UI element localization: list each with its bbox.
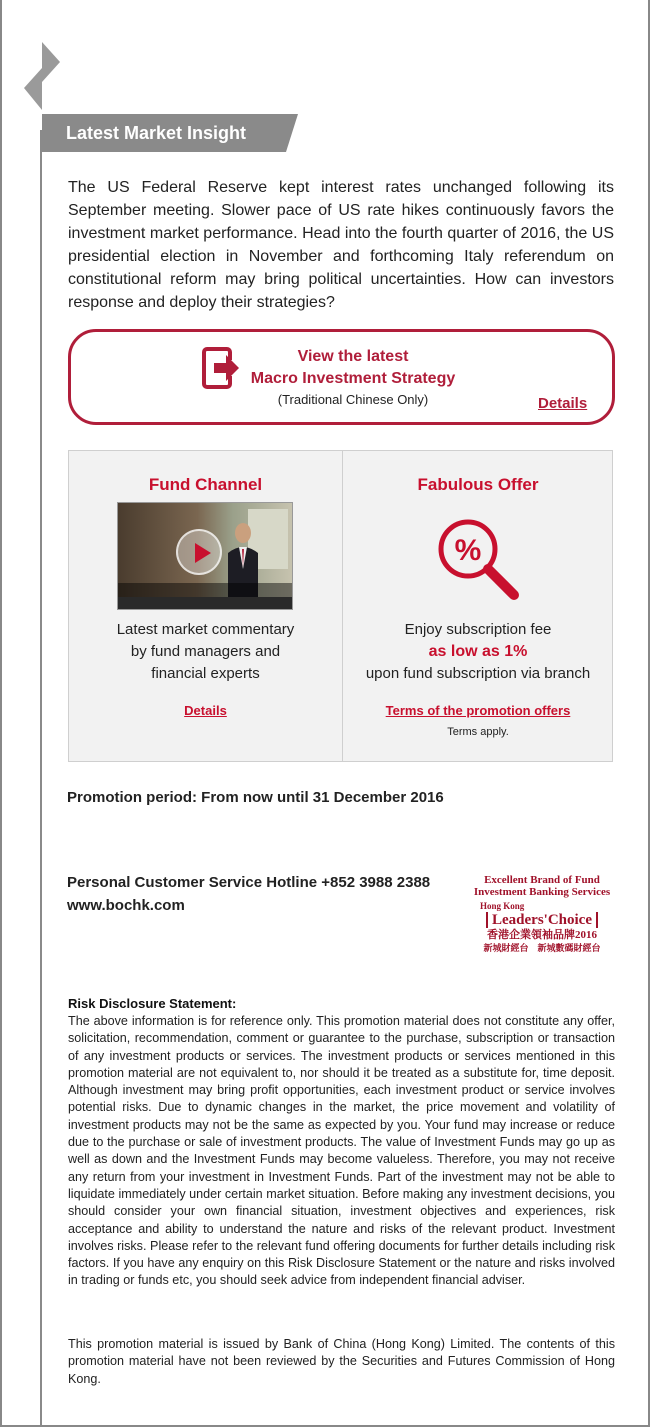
fund-video-thumbnail[interactable] <box>117 502 293 610</box>
strategy-details-link[interactable]: Details <box>538 395 588 412</box>
fund-channel-details-link[interactable]: Details <box>184 703 227 718</box>
promotion-terms-link[interactable]: Terms of the promotion offers <box>385 703 571 718</box>
offer-highlight: as low as 1% <box>428 643 528 660</box>
strategy-title <box>243 346 463 390</box>
strategy-language-note: (Traditional Chinese Only) <box>277 392 429 407</box>
risk-disclosure-title: Risk Disclosure Statement: <box>68 996 237 1011</box>
offer-line1: Enjoy subscription fee <box>404 621 552 638</box>
website-link[interactable]: www.bochk.com <box>67 897 185 914</box>
section-header-tab <box>42 114 298 152</box>
fund-channel-description <box>69 619 342 685</box>
chevron-decoration-icon <box>24 42 60 110</box>
fabulous-offer-panel <box>343 451 613 761</box>
video-caption-strip <box>118 583 293 597</box>
hotline-number[interactable]: +852 3988 2388 <box>321 874 431 891</box>
strategy-title-line2: Macro Investment Strategy <box>250 370 456 387</box>
award-line3: Hong Kong <box>480 901 525 911</box>
issuer-statement: This promotion material is issued by Bank of China (Hong Kong) Limited. The contents of this promotion material have not been reviewed by the Securities and Futures Commission of Hong Kong. <box>68 1337 615 1386</box>
fund-channel-line1: Latest market commentary <box>116 621 295 638</box>
percent-magnifier-icon <box>434 517 522 601</box>
fund-channel-line2: by fund managers and <box>130 643 281 660</box>
award-line5: 香港企業領袖品牌2016 <box>487 929 597 941</box>
terms-apply-note: Terms apply. <box>447 726 509 738</box>
leaders-choice-award-logo <box>468 874 616 954</box>
award-line2: Investment Banking Services <box>473 886 611 898</box>
risk-disclosure-body: The above information is for reference only. This promotion material does not constitute any offer, solicitation, recommendation, comment or guarantee to the purchase, subscription or transaction of any investment products or services. The investment products or services mentioned in this promotion material are not equivalent to, nor should it be treated as a substitute for, time deposit. Although investment may bring profit opportunities, each investment product or service involves potential risks. Due to dynamic changes in the market, the price movement and volatility of investment products may not be the same as expected by you. Your fund may increase or reduce due to the purchase or sale of investment products. The value of Investment Funds may go up as well as down and the Investment Funds may become valueless. Therefore, you may not receive any return from your investment in Investment Funds. Part of the investment may not be able to liquidate immediately under certain market situation. Before making any investment decisions, you should consider your own financial situation, investment objectives and experiences, risk acceptance and ability to understand the nature and risks of the relevant product. Investment involves risks. Please refer to the relevant fund offering documents for further details including risk factors. If you have any enquiry on this Risk Disclosure Statement or the nature and risks involved in trading or funds etc, you should seek advice from independent financial adviser. <box>68 1014 615 1288</box>
award-line6: 新城財經台 新城數碼財經台 <box>483 943 601 953</box>
offer-line3: upon fund subscription via branch <box>365 665 591 682</box>
intro-paragraph: The US Federal Reserve kept interest rates unchanged following its September meeting. Slower pace of US rate hikes continuously favors the investment market performance. Head into the fourth quarter of 2016, the US presidential election in November and forthcoming Italy referendum on constitutional reform may bring political uncertainties. How can investors response and deploy their strategies? <box>68 179 614 311</box>
svg-text:%: % <box>454 534 482 567</box>
award-line4: Leaders'Choice <box>486 912 598 928</box>
video-play-icon[interactable] <box>176 529 222 575</box>
feature-panels <box>68 450 613 762</box>
macro-strategy-banner[interactable] <box>68 329 615 425</box>
exit-arrow-icon <box>202 346 242 390</box>
section-rule <box>40 130 42 1427</box>
frame-left-border <box>0 0 2 1427</box>
strategy-title-line1: View the latest <box>297 348 409 365</box>
fund-channel-title: Fund Channel <box>148 475 263 494</box>
offer-title: Fabulous Offer <box>417 475 539 494</box>
section-title: Latest Market Insight <box>66 123 247 143</box>
hotline-label: Personal Customer Service Hotline <box>67 874 322 891</box>
fund-channel-panel <box>69 451 342 761</box>
promotion-period: Promotion period: From now until 31 December 2016 <box>67 789 444 806</box>
service-hotline <box>67 874 430 891</box>
fund-channel-line3: financial experts <box>151 665 260 682</box>
video-control-bar <box>118 597 293 610</box>
award-line1: Excellent Brand of Fund <box>484 874 600 886</box>
offer-description <box>343 619 613 685</box>
